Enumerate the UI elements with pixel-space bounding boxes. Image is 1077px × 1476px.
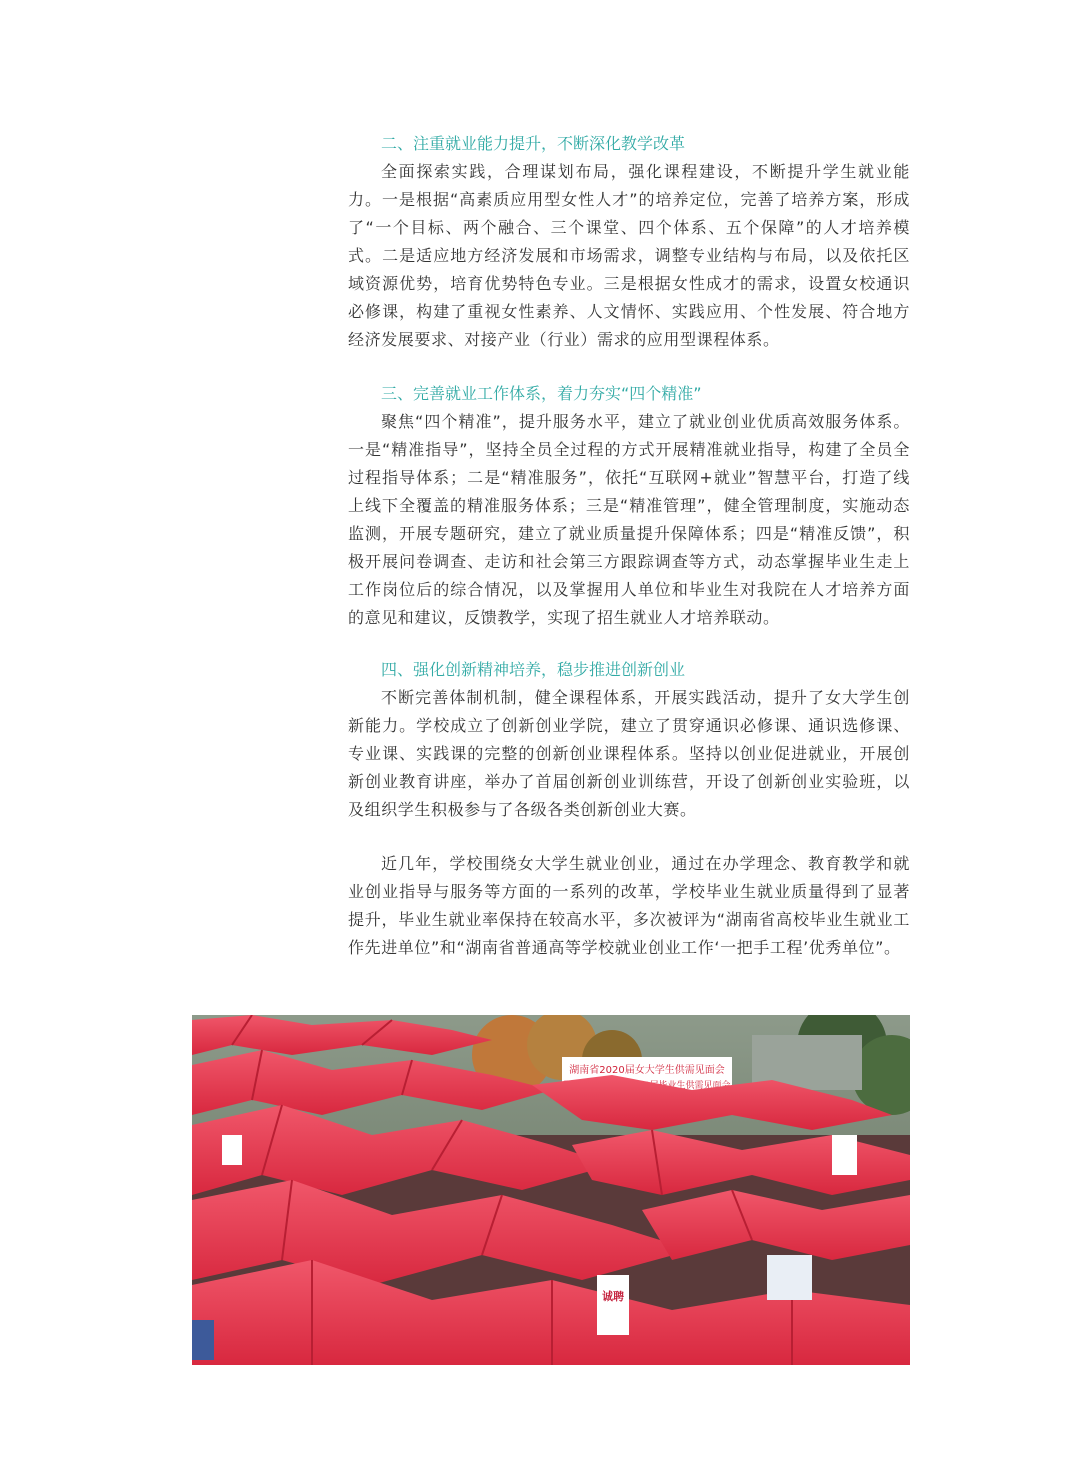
section-heading-2: 二、注重就业能力提升，不断深化教学改革 [381, 134, 686, 153]
section-paragraph-4: 不断完善体制机制，健全课程体系，开展实践活动，提升了女大学生创新能力。学校成立了创新创业学院，建立了贯穿通识必修课、通识选修课、专业课、实践课的完整的创新创业课程体系。坚持以创业促进就业，开展创新创业教育讲座，举办了首届创新创业训练营，开设了创新创业实验班，以及组织学生积极参与了各级各类创新创业大赛。 [348, 688, 910, 819]
section-heading-3: 三、完善就业工作体系，着力夯实“四个精准” [381, 384, 702, 403]
section-paragraph-3: 聚焦“四个精准”，提升服务水平，建立了就业创业优质高效服务体系。一是“精准指导”，坚持全员全过程的方式开展精准就业指导，构建了全员全过程指导体系；二是“精准服务”，依托“互联网+就业”智慧平台，打造了线上线下全覆盖的精准服务体系；三是“精准管理”，健全管理制度，实施动态监测，开展专题研究，建立了就业质量提升保障体系；四是“精准反馈”，积极开展问卷调查、走访和社会第三方跟踪调查等方式，动态掌握毕业生走上工作岗位后的综合情况，以及掌握用人单位和毕业生对我院在人才培养方面的意见和建议，反馈教学，实现了招生就业人才培养联动。 [348, 412, 910, 627]
sign-text: 诚聘 [602, 1290, 624, 1303]
section-paragraph-2: 全面探索实践，合理谋划布局，强化课程建设，不断提升学生就业能力。一是根据“高素质应用型女性人才”的培养定位，完善了培养方案，形成了“一个目标、两个融合、三个课堂、四个体系、五个保障”的人才培养模式。二是适应地方经济发展和市场需求，调整专业结构与布局，以及依托区域资源优势，培育优势特色专业。三是根据女性成才的需求，设置女校通识必修课，构建了重视女性素养、人文情怀、实践应用、个性发展、符合地方经济发展要求、对接产业（行业）需求的应用型课程体系。 [348, 162, 910, 349]
recruitment-sign [597, 1275, 629, 1335]
conclusion-paragraph: 近几年，学校围绕女大学生就业创业，通过在办学理念、教育教学和就业创业指导与服务等方面的一系列的改革，学校毕业生就业质量得到了显著提升，毕业生就业率保持在较高水平，多次被评为“湖南省高校毕业生就业工作先进单位”和“湖南省普通高等学校就业创业工作‘一把手工程’优秀单位”。 [348, 854, 910, 957]
job-fair-photo [192, 1015, 910, 1365]
article-body [348, 130, 910, 962]
section-heading-4: 四、强化创新精神培养，稳步推进创新创业 [381, 660, 686, 679]
banner-line-1: 湖南省2020届女大学生供需见面会 [569, 1065, 725, 1076]
